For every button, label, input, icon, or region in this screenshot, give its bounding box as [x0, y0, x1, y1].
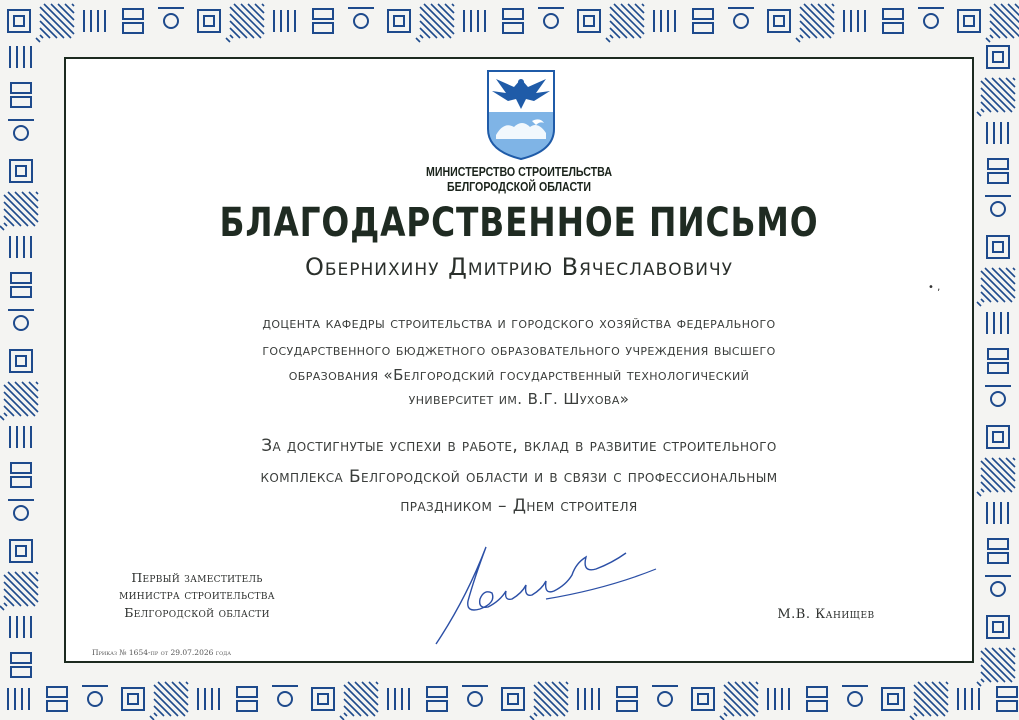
merit-line-3: праздником – Днем строителя: [400, 496, 638, 516]
recipient-name: Обернихину Дмитрию Вячеславовичу: [304, 253, 734, 281]
signer-title-line-2: министра строительства: [119, 587, 275, 602]
position-line-3: образования «Белгородский государственный технологический: [288, 366, 750, 384]
order-note: Приказ № 1654-пр от 29.07.2026 года: [92, 648, 232, 657]
position-line-4: университет им. В.Г. Шухова»: [408, 390, 630, 408]
merit-line-1: За достигнутые успехи в работе, вклад в развитие строительного: [261, 436, 777, 456]
ministry-name-line1: МИНИСТЕРСТВО СТРОИТЕЛЬСТВА: [425, 165, 612, 179]
coat-of-arms-emblem: [486, 69, 556, 161]
position-line-1: доцента кафедры строительства и городского хозяйства федерального: [262, 314, 776, 332]
certificate-panel: [64, 57, 974, 663]
signer-name: М.В. Канищев: [777, 607, 875, 622]
merit-line-2: комплекса Белгородской области и в связи с профессиональным: [260, 467, 778, 487]
margin-mark: • ,: [928, 282, 941, 293]
signer-title-line-3: Белгородской области: [124, 605, 270, 620]
handwritten-signature: [426, 539, 716, 649]
document-title: БЛАГОДАРСТВЕННОЕ ПИСЬМО: [219, 200, 819, 246]
signer-title-line-1: Первый заместитель: [131, 570, 263, 585]
position-line-2: государственного бюджетного образовательного учреждения высшего: [262, 341, 776, 359]
ministry-name-line2: БЕЛГОРОДСКОЙ ОБЛАСТИ: [446, 180, 592, 194]
